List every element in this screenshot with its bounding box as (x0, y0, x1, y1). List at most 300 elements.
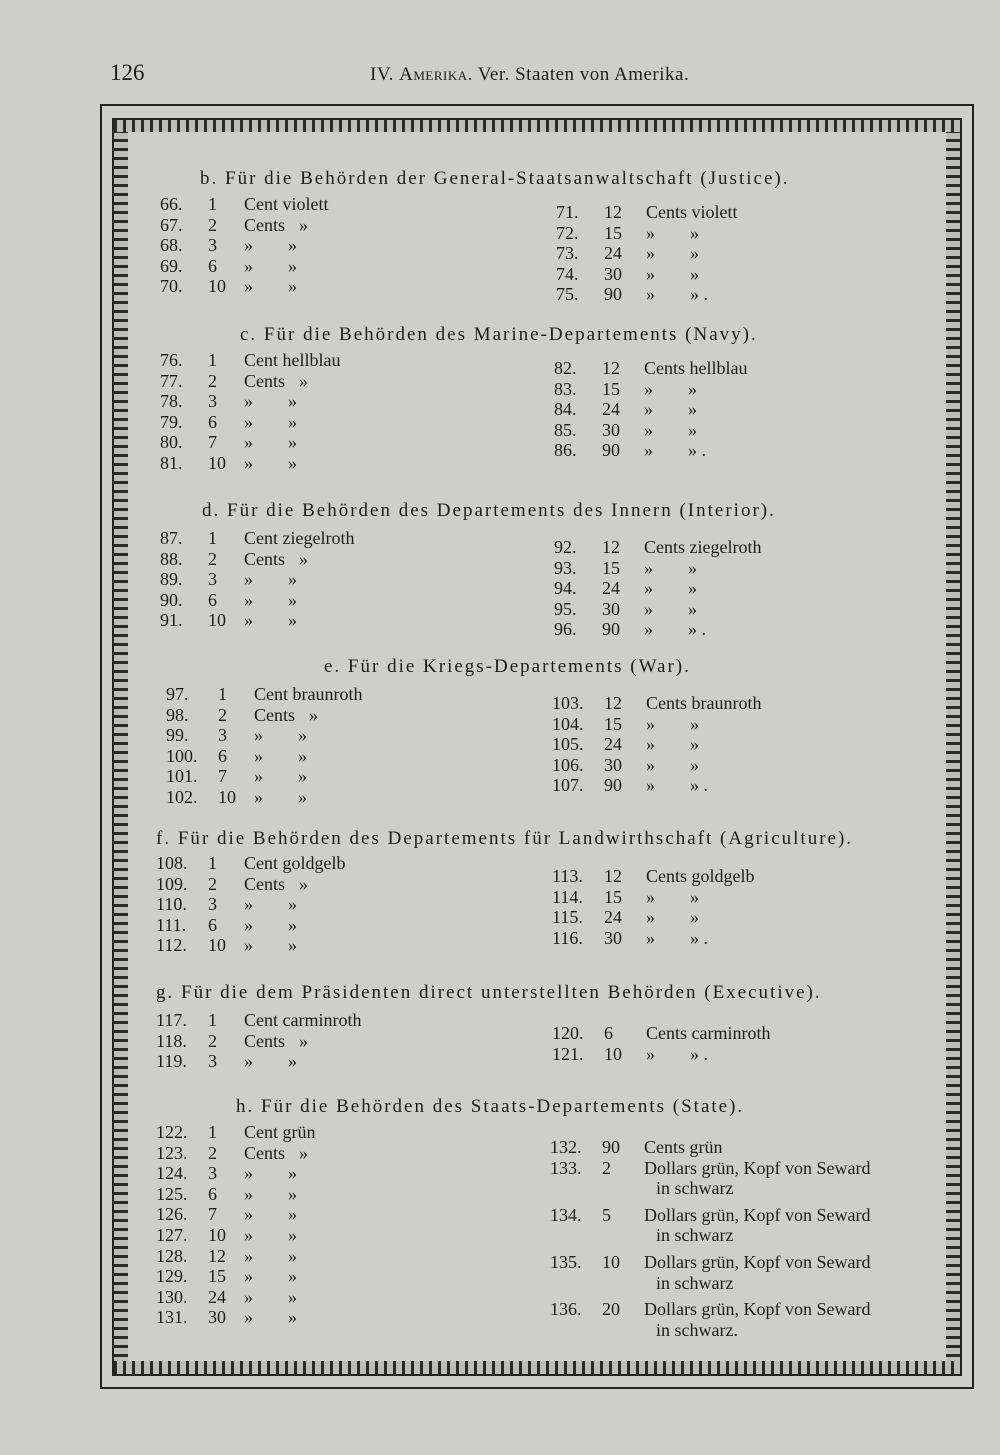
description: Cent grün (244, 1122, 316, 1142)
ditto-mark: » (288, 1204, 297, 1225)
ditto-mark: » (288, 589, 297, 610)
list-item (554, 358, 835, 379)
ditto-mark: » (299, 1142, 309, 1163)
list-item (552, 734, 849, 755)
ditto-mark (420, 684, 450, 705)
ditto-mark: » . (690, 927, 708, 948)
denomination: 24 (604, 907, 622, 928)
list-item (166, 684, 450, 705)
ditto-mark: » (288, 1245, 297, 1266)
left-column (166, 684, 450, 808)
catalog-number: 87. (160, 528, 183, 548)
ditto-mark: » (288, 935, 297, 956)
ditto-mark: » (298, 725, 307, 746)
catalog-number: 115. (552, 907, 583, 928)
list-item (160, 549, 442, 570)
denomination: 1 (208, 194, 217, 214)
catalog-number: 131. (156, 1307, 188, 1328)
list-item (556, 284, 826, 305)
denomination: 12 (208, 1245, 226, 1266)
ditto-mark: » (288, 276, 297, 297)
denomination: 10 (208, 1224, 226, 1245)
denomination: 30 (604, 754, 622, 775)
description: Cents carminroth (646, 1023, 771, 1043)
ditto-mark: » (298, 786, 307, 807)
ditto-mark: » (254, 786, 263, 807)
list-item (156, 894, 434, 915)
catalog-number: 76. (160, 350, 183, 370)
list-item (166, 787, 450, 808)
denomination: 30 (604, 927, 622, 948)
denomination: 10 (604, 1043, 622, 1064)
list-item (160, 235, 417, 256)
denomination: 6 (208, 1183, 217, 1204)
ditto-mark: » . (688, 619, 706, 640)
ditto-mark (813, 866, 843, 887)
list-item (552, 1044, 858, 1065)
ditto-mark: » . (688, 440, 706, 461)
denomination: 10 (208, 610, 226, 631)
chapter-roman: IV. (370, 64, 394, 85)
denomination: 10 (208, 935, 226, 956)
ditto-mark: » (254, 725, 263, 746)
ditto-mark: » (688, 378, 697, 399)
ditto-mark (796, 202, 826, 223)
list-item (552, 1023, 858, 1044)
description: Dollars grün, Kopf von Seward (644, 1204, 871, 1225)
right-column (552, 866, 843, 948)
ditto-mark (360, 853, 404, 874)
ditto-mark: » (298, 766, 307, 787)
list-item (554, 558, 849, 579)
catalog-number: 123. (156, 1142, 188, 1163)
list-item (160, 256, 417, 277)
ditto-mark: » (288, 1051, 297, 1072)
ditto-mark (353, 705, 383, 726)
description: Cents braunroth (646, 693, 762, 713)
catalog-number: 75. (556, 284, 579, 305)
denomination: 24 (604, 243, 622, 264)
ditto-mark: » (690, 263, 699, 284)
list-item (156, 1122, 404, 1143)
ditto-mark: » (299, 214, 309, 235)
ditto-mark (343, 549, 373, 570)
ditto-mark: » (244, 1266, 253, 1287)
ditto-mark: » (288, 914, 297, 935)
ditto-mark: » (244, 610, 253, 631)
list-item (552, 755, 849, 776)
list-item (556, 264, 826, 285)
list-item (166, 766, 450, 787)
left-column (156, 853, 434, 956)
denomination: 24 (604, 734, 622, 755)
ditto-mark: » (299, 1030, 309, 1051)
ditto-mark: » (299, 548, 309, 569)
catalog-number: 102. (166, 786, 198, 807)
catalog-number: 91. (160, 610, 183, 631)
denomination: 1 (218, 684, 227, 704)
description-continued: in schwarz (656, 1225, 734, 1246)
ditto-mark: » (646, 284, 655, 305)
catalog-number: 93. (554, 557, 577, 578)
right-column (554, 358, 835, 461)
right-column (554, 537, 849, 640)
left-column (160, 194, 417, 297)
description: Cent goldgelb (244, 853, 346, 873)
ditto-mark: » (288, 1183, 297, 1204)
denomination: 90 (602, 1137, 620, 1157)
left-column (160, 350, 428, 474)
ditto-mark: » (244, 411, 253, 432)
catalog-number: 113. (552, 866, 583, 886)
ditto-mark: » (646, 927, 655, 948)
denomination: 12 (604, 202, 622, 222)
right-column (550, 1137, 958, 1346)
ditto-mark (928, 1252, 958, 1273)
denomination: 20 (602, 1299, 620, 1320)
catalog-number: 69. (160, 255, 183, 276)
list-item (156, 1010, 449, 1031)
ditto-mark: » (288, 255, 297, 276)
list-item (554, 599, 849, 620)
section-title: f. Für die Behörden des Departements für Landwirthschaft (Agriculture). (156, 828, 854, 849)
ditto-mark: » (646, 263, 655, 284)
ditto-mark: » (690, 713, 699, 734)
section-title: g. Für die dem Präsidenten direct unterstellten Behörden (Executive). (156, 982, 822, 1003)
list-item (160, 412, 428, 433)
ditto-mark (330, 1122, 374, 1143)
ditto-mark (737, 1137, 781, 1158)
description: Cent carminroth (244, 1010, 362, 1030)
list-item (156, 1204, 404, 1225)
ditto-mark: » (244, 391, 253, 412)
catalog-number: 136. (550, 1299, 582, 1320)
right-column (552, 1023, 858, 1064)
list-item (160, 371, 428, 392)
ditto-mark (387, 194, 417, 215)
ditto-mark (884, 1299, 928, 1320)
denomination: 2 (208, 214, 217, 235)
ditto-mark (404, 853, 434, 874)
catalog-number: 96. (554, 619, 577, 640)
description: Dollars grün, Kopf von Seward (644, 1251, 871, 1272)
ditto-mark: » (244, 452, 253, 473)
ditto-mark (343, 1031, 373, 1052)
catalog-number: 68. (160, 235, 183, 256)
list-item (550, 1299, 958, 1320)
section-title: b. Für die Behörden der General-Staatsanwaltschaft (Justice). (200, 168, 790, 189)
denomination: 3 (208, 1051, 217, 1072)
description: Cent braunroth (254, 684, 363, 704)
catalog-number: 128. (156, 1245, 188, 1266)
catalog-number: 127. (156, 1224, 188, 1245)
denomination: 90 (604, 284, 622, 305)
ditto-mark: » (646, 907, 655, 928)
catalog-number: 135. (550, 1251, 582, 1272)
denomination: 2 (208, 370, 217, 391)
denomination: 2 (602, 1157, 611, 1178)
continuation-line (550, 1178, 958, 1199)
ditto-mark: » . (690, 1043, 708, 1064)
ditto-mark: » (644, 619, 653, 640)
ditto-mark: » (288, 235, 297, 256)
catalog-number: 105. (552, 734, 584, 755)
list-item (156, 935, 434, 956)
denomination: 12 (602, 358, 620, 378)
ditto-mark: » (244, 1224, 253, 1245)
list-item (554, 578, 849, 599)
ditto-mark (375, 1010, 419, 1031)
ditto-mark (828, 1023, 858, 1044)
list-item (552, 887, 843, 908)
catalog-number: 82. (554, 358, 577, 378)
chapter-subtitle: Ver. Staaten von Amerika. (477, 64, 690, 85)
denomination: 15 (604, 886, 622, 907)
catalog-number: 74. (556, 263, 579, 284)
ditto-mark: » (644, 598, 653, 619)
ditto-mark: » (288, 894, 297, 915)
catalog-number: 99. (166, 725, 189, 746)
denomination: 2 (208, 1142, 217, 1163)
catalog-number: 121. (552, 1043, 584, 1064)
denomination: 10 (208, 276, 226, 297)
catalog-number: 111. (156, 914, 187, 935)
ditto-mark (343, 215, 373, 236)
list-item (160, 276, 417, 297)
list-item (550, 1158, 958, 1179)
ditto-mark (343, 371, 373, 392)
ditto-mark: » (244, 1163, 253, 1184)
list-item (554, 440, 835, 461)
ditto-mark: » (244, 1286, 253, 1307)
denomination: 10 (218, 786, 236, 807)
list-item (156, 874, 434, 895)
denomination: 3 (218, 725, 227, 746)
ditto-mark: » (288, 610, 297, 631)
denomination: 15 (604, 222, 622, 243)
denomination: 12 (604, 693, 622, 713)
list-item (160, 610, 442, 631)
description: Cents (244, 873, 286, 894)
ditto-mark (343, 1143, 373, 1164)
denomination: 6 (208, 589, 217, 610)
list-item (160, 432, 428, 453)
right-column (552, 693, 849, 796)
list-item (160, 391, 428, 412)
list-item (554, 379, 835, 400)
list-item (160, 215, 417, 236)
ditto-mark: » (288, 432, 297, 453)
ditto-mark: » (690, 907, 699, 928)
ditto-mark: » (288, 411, 297, 432)
ditto-mark (775, 537, 819, 558)
denomination: 7 (218, 766, 227, 787)
catalog-number: 89. (160, 569, 183, 590)
catalog-number: 67. (160, 214, 183, 235)
ditto-mark: » (646, 1043, 655, 1064)
page-number: 126 (110, 60, 145, 85)
ditto-mark (884, 1252, 928, 1273)
list-item (166, 746, 450, 767)
list-item (160, 590, 442, 611)
ditto-mark: » (644, 578, 653, 599)
description: Cents (244, 214, 286, 235)
ditto-mark: » (688, 419, 697, 440)
denomination: 90 (602, 619, 620, 640)
list-item (156, 915, 434, 936)
catalog-number: 106. (552, 754, 584, 775)
catalog-number: 86. (554, 440, 577, 461)
description: Cents (244, 370, 286, 391)
section-title: d. Für die Behörden des Departements des Innern (Interior). (202, 500, 776, 521)
ditto-mark: » (244, 1307, 253, 1328)
list-item (552, 866, 843, 887)
list-item (554, 537, 849, 558)
denomination: 24 (602, 578, 620, 599)
list-item (552, 714, 849, 735)
ditto-mark: » (244, 589, 253, 610)
ditto-mark: » (254, 745, 263, 766)
description: Cents goldgelb (646, 866, 755, 886)
ditto-mark (374, 1122, 404, 1143)
ditto-mark: » (288, 391, 297, 412)
description: Cents hellblau (644, 358, 748, 378)
ditto-mark (928, 1299, 958, 1320)
list-item (550, 1252, 958, 1273)
ditto-mark: » (298, 745, 307, 766)
ditto-mark (343, 194, 387, 215)
denomination: 30 (602, 598, 620, 619)
denomination: 1 (208, 350, 217, 370)
ditto-mark: » (244, 1204, 253, 1225)
denomination: 6 (208, 255, 217, 276)
ditto-mark: » (644, 399, 653, 420)
denomination: 90 (604, 775, 622, 796)
catalog-number: 88. (160, 548, 183, 569)
right-column (556, 202, 826, 305)
denomination: 30 (604, 263, 622, 284)
catalog-number: 101. (166, 766, 198, 787)
catalog-number: 116. (552, 927, 583, 948)
list-item (156, 1051, 449, 1072)
catalog-number: 124. (156, 1163, 188, 1184)
ditto-mark (819, 537, 849, 558)
ditto-mark: » (299, 873, 309, 894)
denomination: 6 (218, 745, 227, 766)
ditto-mark (376, 684, 420, 705)
list-item (156, 1184, 404, 1205)
catalog-number: 103. (552, 693, 584, 713)
ditto-mark: » . (690, 284, 708, 305)
denomination: 6 (208, 411, 217, 432)
catalog-number: 81. (160, 452, 183, 473)
ditto-mark: » (244, 276, 253, 297)
denomination: 10 (208, 452, 226, 473)
denomination: 10 (602, 1251, 620, 1272)
ditto-mark (819, 693, 849, 714)
continuation-line (550, 1273, 958, 1294)
description-continued: in schwarz (656, 1272, 734, 1293)
ditto-mark: » (690, 734, 699, 755)
ditto-mark: » (254, 766, 263, 787)
list-item (556, 202, 826, 223)
chapter-region: Amerika. (399, 64, 473, 85)
ditto-mark (928, 1205, 958, 1226)
catalog-number: 78. (160, 391, 183, 412)
list-item (556, 223, 826, 244)
catalog-number: 122. (156, 1122, 188, 1142)
list-item (160, 194, 417, 215)
list-item (160, 453, 428, 474)
ditto-mark: » (244, 1245, 253, 1266)
list-item (160, 350, 428, 371)
denomination: 15 (602, 557, 620, 578)
description: Cent hellblau (244, 350, 341, 370)
denomination: 2 (208, 548, 217, 569)
denomination: 3 (208, 235, 217, 256)
ditto-mark (884, 1158, 928, 1179)
description: Cent violett (244, 194, 329, 214)
list-item (156, 853, 434, 874)
list-item (160, 528, 442, 549)
ditto-mark: » (646, 775, 655, 796)
running-head (370, 64, 689, 86)
list-item (166, 725, 450, 746)
ditto-mark: » (688, 598, 697, 619)
description: Cents grün (644, 1137, 723, 1157)
denomination: 90 (602, 440, 620, 461)
left-column (156, 1010, 449, 1072)
catalog-number: 84. (554, 399, 577, 420)
denomination: 24 (602, 399, 620, 420)
denomination: 30 (602, 419, 620, 440)
ditto-mark: » (288, 452, 297, 473)
ditto-mark: » (646, 222, 655, 243)
page-header (0, 60, 1000, 94)
description: Dollars grün, Kopf von Seward (644, 1299, 871, 1320)
description: Cents (244, 548, 286, 569)
catalog-number: 98. (166, 704, 189, 725)
list-item (156, 1287, 404, 1308)
ditto-mark: » (244, 255, 253, 276)
denomination: 2 (208, 873, 217, 894)
catalog-number: 117. (156, 1010, 187, 1030)
denomination: 5 (602, 1204, 611, 1225)
denomination: 6 (208, 914, 217, 935)
ditto-mark: » (644, 440, 653, 461)
description: Cents violett (646, 202, 738, 222)
denomination: 3 (208, 391, 217, 412)
list-item (552, 775, 849, 796)
catalog-number: 108. (156, 853, 188, 873)
ditto-mark: » (244, 914, 253, 935)
catalog-number: 107. (552, 775, 584, 796)
ditto-mark: » (244, 1183, 253, 1204)
left-column (156, 1122, 404, 1328)
list-item (156, 1225, 404, 1246)
catalog-number: 119. (156, 1051, 187, 1072)
catalog-number: 134. (550, 1204, 582, 1225)
ditto-mark: » (688, 557, 697, 578)
denomination: 2 (218, 704, 227, 725)
ditto-mark: » (644, 557, 653, 578)
list-item (156, 1307, 404, 1328)
list-item (554, 399, 835, 420)
denomination: 1 (208, 853, 217, 873)
list-item (550, 1205, 958, 1226)
description-continued: in schwarz. (656, 1319, 738, 1340)
ditto-mark: » (244, 432, 253, 453)
